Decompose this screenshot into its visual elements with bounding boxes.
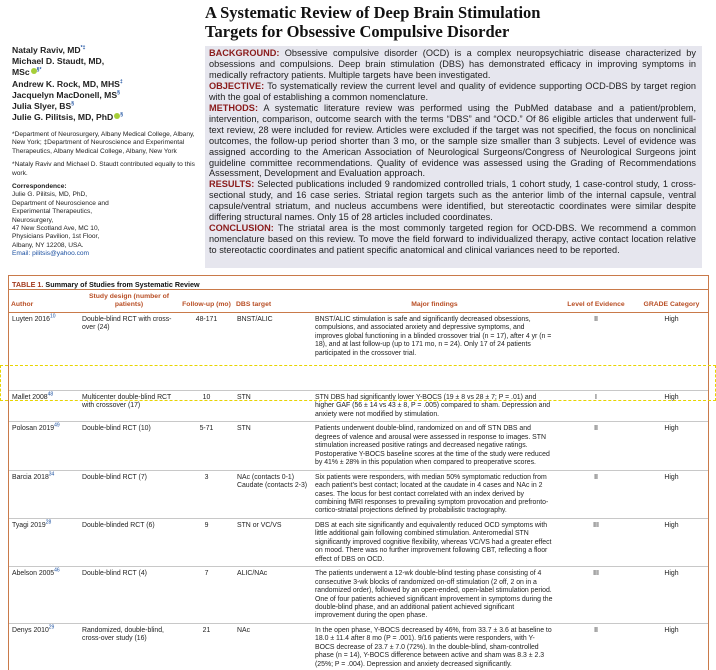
cell-level: I (557, 391, 635, 422)
author-name: Julia Slyer, BS (12, 101, 72, 112)
col-header-grade: GRADE Category (635, 290, 708, 313)
cell-findings: BNST/ALIC stimulation is safe and significantly decreased obsessions, compulsions, and associated anxiety and depressive symptoms, and improves global functioning in a blinded crossover trial (n = 17), after 4 yr (n = 18), and at last follow-up (up to 171 mo, n = 24). Only 17 of 24 patients participated in the crossover trial. (312, 313, 557, 391)
cell-design: Double-blind RCT (7) (79, 470, 179, 518)
cell-followup: 7 (179, 567, 234, 624)
correspondence-label: Correspondence: (12, 183, 67, 191)
cell-design: Multicenter double-blind RCT with crossover (17) (79, 391, 179, 422)
correspondence-line: Department of Neuroscience and (12, 199, 109, 207)
reference-link[interactable]: 48 (47, 391, 54, 398)
cell-author (9, 470, 79, 518)
abstract-conclusion (209, 223, 696, 256)
cell-grade: High (635, 470, 708, 518)
abstract (205, 46, 702, 268)
cell-target: NAc (contacts 0-1) Caudate (contacts 2-3) (234, 470, 312, 518)
equal-contribution-note: *Nataly Raviv and Michael D. Staudt contributed equally to this work. (12, 161, 195, 177)
cell-followup: 48-171 (179, 313, 234, 391)
col-header-target: DBS target (234, 290, 312, 313)
studies-table (9, 290, 708, 670)
author-marks: § (120, 112, 124, 119)
cell-findings: Six patients were responders, with median 50% symptomatic reduction from each patient’s best contact; located at the caudate in 4 cases and NAc in 2 cases. The locus for best contact correlated with an index derived by combining fMRI responses to prevailing symptom provocation and prefronto-cortico-striatal projections defined by probabilistic tractography. (312, 470, 557, 518)
table-row (9, 470, 708, 518)
cell-design: Double-blind RCT with cross-over (24) (79, 313, 179, 391)
table-row (9, 422, 708, 470)
reference-link[interactable]: 28 (45, 519, 52, 526)
author-marks: *‡ (80, 45, 86, 52)
cell-level: III (557, 518, 635, 566)
reference-link[interactable]: 10 (49, 313, 56, 320)
author (12, 101, 194, 112)
cell-target: NAc (234, 623, 312, 670)
conclusion-text: The striatal area is the most commonly targeted region for OCD-DBS. We recommend a common nomenclature based on this review. To move the field forward to individualized therapy, active contact location relative to stereotactic coordinates and patient specific anatomical and clinical variances need to be reported. (209, 223, 696, 256)
cell-findings: DBS at each site significantly and equivalently reduced OCD symptoms with little additional gain following combined stimulation. Anteromedial STN significantly improved cognitive flexibility, whereas VC/VS had a greater effect on mood. There was no further improvement following CBT, reflecting a floor effect of DBS on OCD. (312, 518, 557, 566)
cell-design: Double-blind RCT (4) (79, 567, 179, 624)
cell-design: Randomized, double-blind, cross-over study (16) (79, 623, 179, 670)
cell-followup: 10 (179, 391, 234, 422)
correspondence-line: Albany, NY 12208, USA. (12, 241, 84, 249)
reference-link[interactable]: 29 (48, 624, 55, 631)
cell-grade: High (635, 391, 708, 422)
author (12, 67, 194, 78)
cell-followup: 21 (179, 623, 234, 670)
cell-target: BNST/ALIC (234, 313, 312, 391)
results-heading: RESULTS: (209, 179, 255, 190)
cell-level: II (557, 623, 635, 670)
cell-findings: In the open phase, Y-BOCS decreased by 46%, from 33.7 ± 3.6 at baseline to 18.0 ± 11.4 after 8 mo (P = .001). 9/16 patients were responders, with Y-BOCS decrease of 23.7 ± 7.0 (72%). In the double-blind, sham-controlled phase (n = 14), Y-BOCS difference between active and sham was 8.3 ± 2.3 (25%; P = .004). Depression and anxiety decreased significantly. (312, 623, 557, 670)
author-text: Polosan 2019 (12, 425, 55, 433)
title-line-2: Targets for Obsessive Compulsive Disorder (205, 22, 510, 41)
cell-design: Double-blind RCT (10) (79, 422, 179, 470)
reference-link[interactable]: 49 (54, 423, 60, 430)
background-heading: BACKGROUND: (209, 48, 280, 58)
abstract-objective (209, 81, 696, 103)
table-header-row (9, 290, 708, 313)
table-caption (9, 276, 708, 290)
cell-grade: High (635, 313, 708, 391)
cell-followup: 3 (179, 470, 234, 518)
cell-author (9, 313, 79, 391)
cell-target: ALIC/NAc (234, 567, 312, 624)
cell-level: II (557, 470, 635, 518)
cell-findings: The patients underwent a 12-wk double-blind testing phase consisting of 4 consecutive 3-wk blocks of randomized on-off stimulation (2 off, 2 on in a randomized order), followed by an open-ended, open-label stimulation period. One of four patients achieved significant improvement in symptoms during the double-blind phase, and an additional patient achieved significant improvement during the open phase. (312, 567, 557, 624)
col-header-author: Author (9, 290, 79, 313)
author-text: Luyten 2016 (12, 316, 50, 323)
cell-level: III (557, 567, 635, 624)
cell-author (9, 391, 79, 422)
methods-text: A systematic literature review was performed using the PubMed database and a patient/problem, intervention, comparison, outcome search with the terms “DBS” and “OCD.” Of 86 eligible articles that underwent full-text review, 28 were included for review. Articles were excluded if the target was not specified, the focus on nonclinical outcomes, the follow-up period shorter than 3 mo, or the sample size smaller than 3 subjects. Level of evidence was assigned according to the American Association of Neurological Surgeons/Congress of Neurological Surgeons joint guideline committee recommendations. Quality of evidence was assessed using the Grading of Recommendations Assessment, Development and Evaluation approach. (209, 102, 697, 179)
cell-grade: High (635, 567, 708, 624)
author-marks: § (117, 89, 120, 96)
col-header-followup: Follow-up (mo) (179, 290, 234, 313)
correspondence-line: Physicians Pavilion, 1st Floor, (12, 233, 100, 241)
cell-author (9, 422, 79, 470)
table-row (9, 567, 708, 624)
author (12, 45, 194, 56)
cell-followup: 5-71 (179, 422, 234, 470)
cell-findings: Patients underwent double-blind, randomized on and off STN DBS and degrees of valence and arousal were assessed in response to images. STN stimulation increased positive ratings and decreased negative ratings. Postoperative Y-BOCS baseline scores at the time of the study were reduced by 41% ± 28% in this population when compared to preoperative scores. (312, 422, 557, 470)
conclusion-heading: CONCLUSION: (209, 223, 274, 234)
author-list (12, 45, 194, 123)
reference-link[interactable]: 46 (54, 567, 60, 574)
abstract-background (209, 48, 696, 81)
correspondence-line: 47 New Scotland Ave, MC 10, (12, 225, 100, 233)
author-text: Mallet 2008 (12, 394, 48, 401)
page-title (205, 3, 705, 41)
cell-grade: High (635, 422, 708, 470)
cell-author (9, 518, 79, 566)
author-name: Andrew K. Rock, MD, MHS (12, 78, 120, 89)
col-header-design: Study design (number of patients) (79, 290, 179, 313)
author (12, 79, 194, 90)
cell-grade: High (635, 623, 708, 670)
cell-target: STN (234, 422, 312, 470)
author-marks: § (71, 101, 75, 108)
results-text: Selected publications included 9 randomized controlled trials, 1 cohort study, 1 case-control study, 1 cross-sectional study, and 16 case series. Striatal region targets such as the anterior limb of the internal capsule, ventral capsule/ventral striatum, and nucleus accumbens were identified, but stereotactic coordinates were similar despite differing structural names. Only 15 of 28 articles included coordinates. (209, 179, 696, 223)
author-marks: ‡ (119, 78, 123, 85)
table-row (9, 623, 708, 670)
cell-findings: STN DBS had significantly lower Y-BOCS (19 ± 8 vs 28 ± 7; P = .01) and higher GAF (56 ± 14 vs 43 ± 8, P = .005) compared to sham. Depression and anxiety were not modified by stimulation. (312, 391, 557, 422)
col-header-findings: Major findings (312, 290, 557, 313)
table-row (9, 391, 708, 422)
correspondence-email[interactable]: Email: pilitsis@yahoo.com (12, 250, 90, 258)
table-row (9, 313, 708, 391)
correspondence-line: Julie G. Pilitsis, MD, PhD, (12, 191, 88, 199)
author-name: Julie G. Pilitsis, MD, PhD (12, 112, 114, 123)
methods-heading: METHODS: (209, 102, 258, 113)
cell-author (9, 567, 79, 624)
author-text: Denys 2010 (12, 626, 49, 634)
table-caption-text: Summary of Studies from Systematic Review (45, 280, 200, 289)
correspondence (12, 183, 197, 259)
col-header-level: Level of Evidence (557, 290, 635, 313)
cell-design: Double-blinded RCT (6) (79, 518, 179, 566)
author (12, 112, 194, 123)
cell-grade: High (635, 518, 708, 566)
cell-target: STN or VC/VS (234, 518, 312, 566)
author-marks: §* (36, 67, 42, 74)
correspondence-line: Neurosurgery, (12, 216, 54, 224)
author-name: MSc (12, 67, 30, 78)
cell-level: II (557, 422, 635, 470)
author-text: Tyagi 2019 (12, 521, 46, 529)
author-name: Jacquelyn MacDonell, MS (12, 89, 118, 100)
abstract-results (209, 179, 696, 223)
cell-level: II (557, 313, 635, 391)
table-row (9, 518, 708, 566)
table-label: TABLE 1. (12, 280, 44, 289)
affiliations: *Department of Neurosurgery, Albany Medical College, Albany, New York; ‡Department of Neuroscience and Experimental Therapeutics, Albany Medical College, Albany, New York (12, 131, 195, 155)
author (12, 90, 194, 101)
background-text: Obsessive compulsive disorder (OCD) is a complex neuropsychiatric disease characterized by obsessions and compulsions. Deep brain stimulation (DBS) has demonstrated efficacy in improving symptoms in medically refractory patients. Multiple targets have been investigated. (209, 48, 696, 80)
title-line-1: A Systematic Review of Deep Brain Stimulation (205, 3, 541, 22)
objective-heading: OBJECTIVE: (209, 80, 265, 91)
cell-followup: 9 (179, 518, 234, 566)
affiliations-block (12, 131, 197, 259)
abstract-methods (209, 103, 696, 180)
author (12, 56, 194, 67)
author-name: Nataly Raviv, MD (12, 45, 81, 55)
author-name: Michael D. Staudt, MD, (12, 56, 105, 67)
studies-table-panel (8, 275, 709, 670)
reference-link[interactable]: 34 (48, 471, 55, 478)
objective-text: To systematically review the current level and quality of evidence supporting OCD-DBS by target region with the goal of establishing a common nomenclature. (209, 80, 697, 102)
author-text: Barcia 2018 (12, 473, 49, 481)
cell-target: STN (234, 391, 312, 422)
cell-author (9, 623, 79, 670)
correspondence-line: Experimental Therapeutics, (12, 208, 93, 216)
author-text: Abelson 2005 (12, 570, 55, 578)
